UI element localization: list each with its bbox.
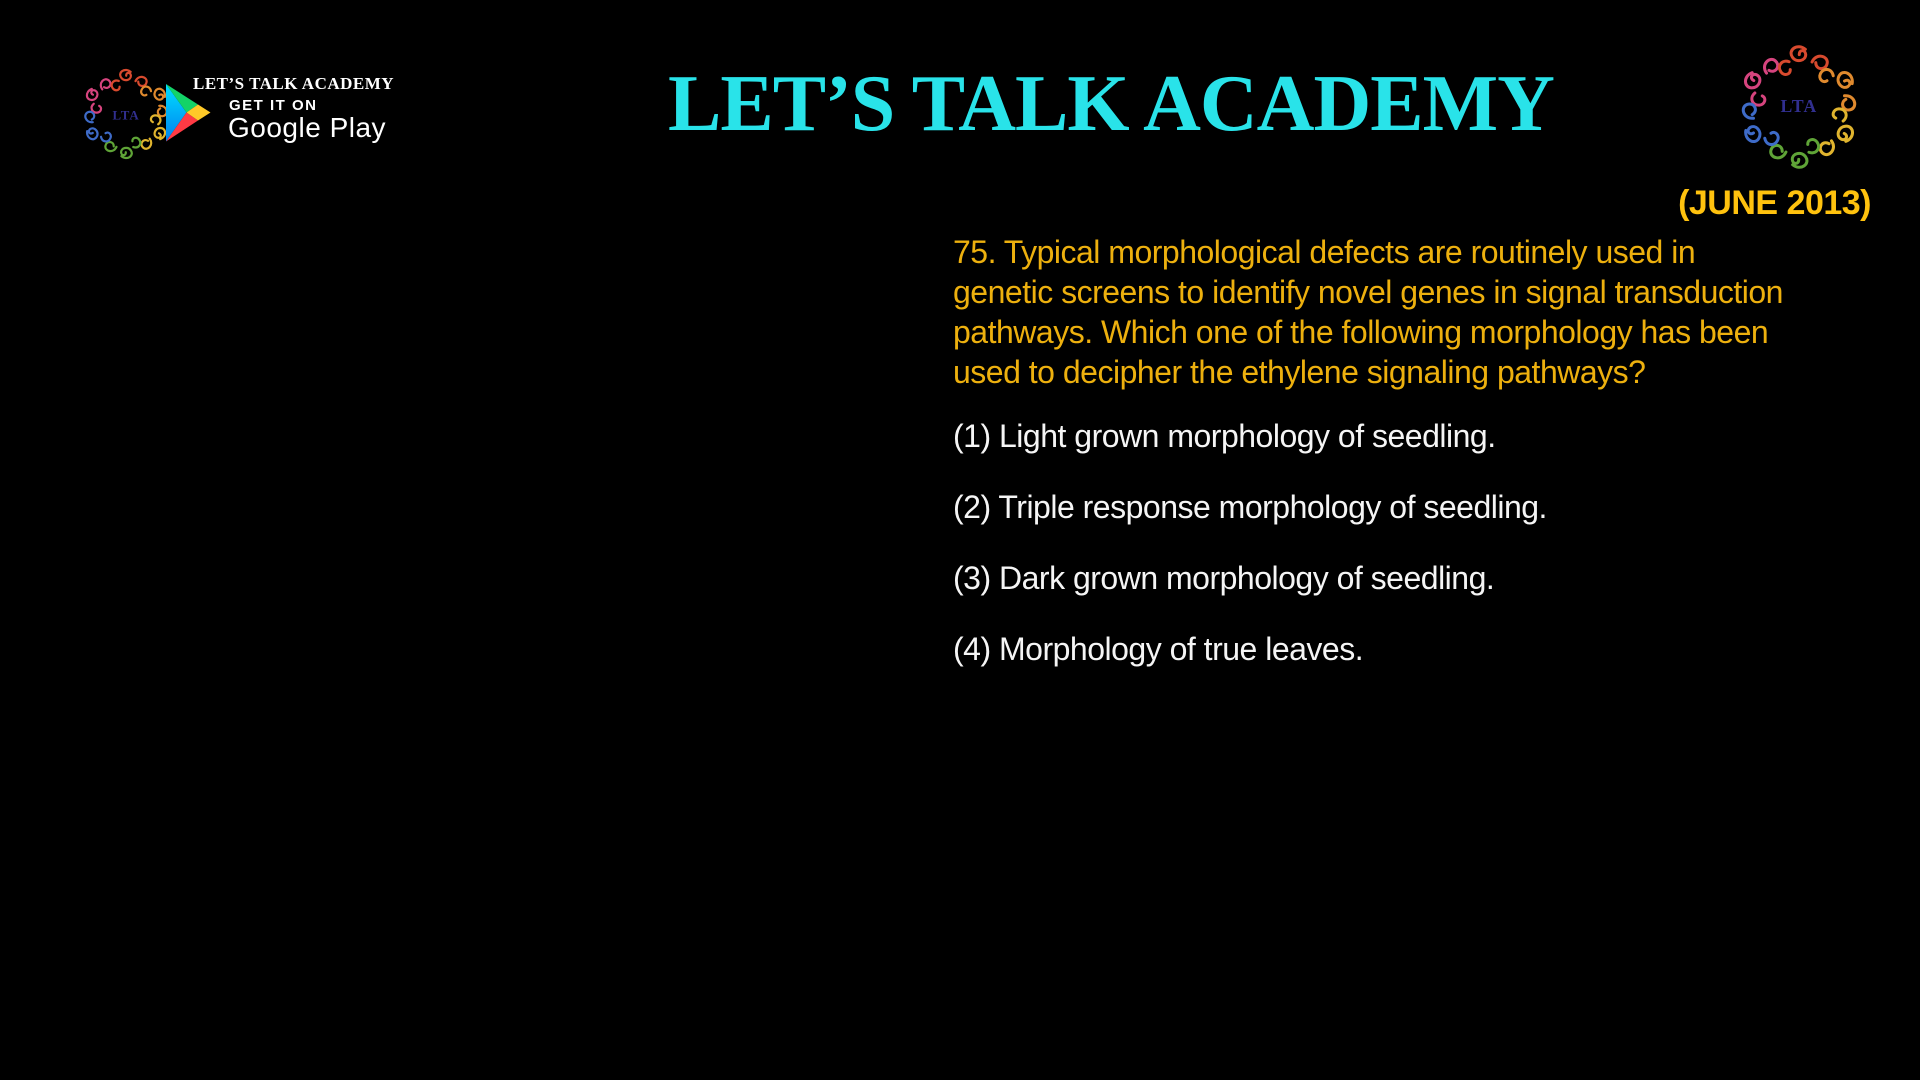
badge-google-play-label: Google Play — [228, 112, 387, 143]
google-play-icon — [162, 84, 212, 162]
question-line: genetic screens to identify novel genes in signal transduction — [953, 274, 1783, 310]
lta-logo-right — [1733, 44, 1865, 170]
badge-get-it-on-label: GET IT ON — [229, 97, 318, 114]
lta-logo-icon — [1733, 44, 1865, 170]
option-4: (4) Morphology of true leaves. — [953, 631, 1364, 667]
lta-monogram: LTA — [112, 108, 140, 123]
options-list — [953, 416, 1547, 700]
lta-monogram: LTA — [1780, 96, 1818, 117]
badge-academy-label: LET’S TALK ACADEMY — [193, 74, 395, 93]
lta-logo-left — [80, 62, 172, 166]
question-text — [953, 232, 1783, 392]
question-line: pathways. Which one of the following morphology has been — [953, 314, 1769, 350]
question-line: 75. Typical morphological defects are routinely used in — [953, 234, 1696, 270]
lta-logo-icon — [80, 62, 172, 166]
option-3: (3) Dark grown morphology of seedling. — [953, 560, 1495, 596]
option-1: (1) Light grown morphology of seedling. — [953, 418, 1496, 454]
exam-session-label: (JUNE 2013) — [1678, 184, 1871, 222]
page-title: LET’S TALK ACADEMY — [668, 60, 1554, 148]
option-2: (2) Triple response morphology of seedling. — [953, 489, 1547, 525]
question-line: used to decipher the ethylene signaling pathways? — [953, 354, 1646, 390]
